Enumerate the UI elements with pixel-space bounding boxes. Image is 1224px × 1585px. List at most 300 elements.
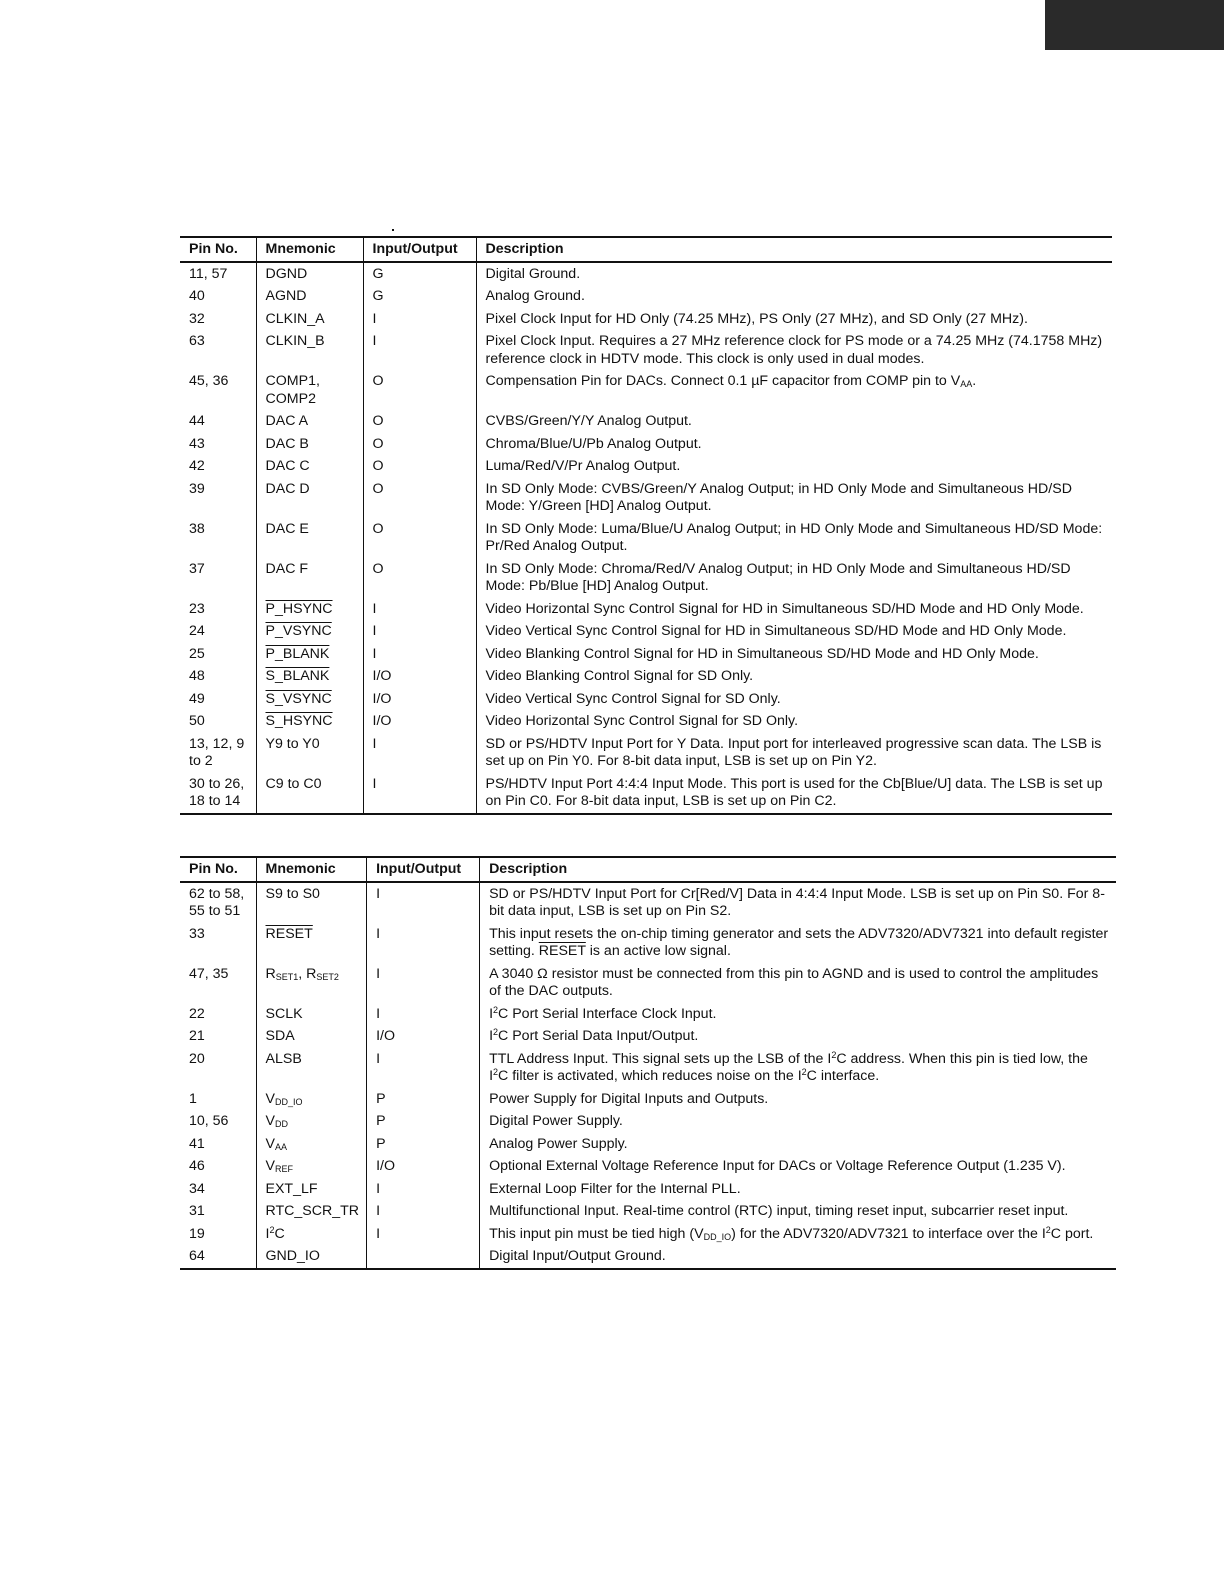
description: In SD Only Mode: Chroma/Red/V Analog Output; in HD Only Mode and Simultaneous HD/SD Mode: Pb/Blue [HD] Analog Output. [485,560,1071,594]
pin-number: 21 [189,1028,205,1044]
pin-number-cell [180,370,256,410]
input-output-cell [367,1178,480,1201]
description: PS/HDTV Input Port 4:4:4 Input Mode. This port is used for the Cb[Blue/U] data. The LSB is set up on Pin C0. For 8-bit data input, LSB is set up on Pin C2. [485,775,1103,809]
mnemonic-cell [256,262,363,286]
pin-function-table-1 [180,236,1112,815]
pin-number: 25 [189,645,205,662]
mnemonic: EXT_LF [265,1180,318,1197]
io-type: I [372,645,377,662]
input-output-cell [367,1088,480,1111]
pin-number-cell [180,1133,256,1156]
mnemonic-cell [256,433,363,456]
description-superscript-2: 2 [493,1067,499,1077]
io-type: O [372,413,384,429]
input-output-cell [363,285,476,308]
table-body [180,262,1112,814]
pin-number: 32 [189,310,205,327]
description-cell [476,308,1112,331]
table-row [180,1110,1116,1133]
header-description: Description [476,237,1112,262]
io-type: I/O [372,690,392,707]
description: SD or PS/HDTV Input Port for Y Data. Input port for interleaved progressive scan data. The LSB is set up on Pin Y0. For 8-bit data input, LSB is set up on Pin Y2. [485,735,1102,769]
input-output-cell [367,1200,480,1223]
table-row [180,1155,1116,1178]
mnemonic: DGND [265,265,308,282]
pin-number-cell [180,330,256,370]
io-type: I [372,600,377,617]
io-type: I [376,1050,381,1067]
pin-number: 50 [189,713,205,729]
mnemonic: Y9 to Y0 [265,735,320,752]
table-row [180,773,1112,814]
input-output-cell [363,733,476,773]
description-superscript: 2 [831,1049,837,1060]
description: This input pin must be tied high (V [489,1225,704,1242]
table-row [180,710,1112,733]
pin-number-cell [180,410,256,433]
io-type: I [376,1225,381,1242]
description-tail: C Port Serial Data Input/Output. [498,1028,699,1044]
mnemonic: V [265,1158,275,1174]
mnemonic-cell [256,1110,367,1133]
mnemonic-cell [256,308,363,331]
pin-number: 62 to 58, 55 to 51 [189,885,245,919]
table-row [180,262,1112,286]
pin-number-cell [180,478,256,518]
pin-number: 13, 12, 9 to 2 [189,735,245,769]
mnemonic: S_VSYNC [265,690,332,707]
description: Digital Ground. [485,265,581,282]
description-cell [476,733,1112,773]
io-type: I/O [372,668,392,684]
input-output-cell [367,1110,480,1133]
table-row [180,518,1112,558]
description: Optional External Voltage Reference Input for DACs or Voltage Reference Output (1.235 V). [489,1158,1066,1174]
description-tail-2: C port. [1050,1225,1094,1242]
mnemonic: GND_IO [265,1248,320,1264]
description: Video Vertical Sync Control Signal for SD Only. [485,690,781,707]
mnemonic-subscript: SET1 [275,971,299,982]
mnemonic-cell [256,1223,367,1246]
description: CVBS/Green/Y/Y Analog Output. [485,413,692,429]
description-tail: ) for the ADV7320/ADV7321 to interface over the I [731,1225,1046,1242]
pin-number-cell [180,773,256,814]
pin-number-cell [180,1200,256,1223]
table-row [180,1245,1116,1269]
description: Video Horizontal Sync Control Signal for SD Only. [485,713,799,729]
io-type: I/O [376,1028,395,1044]
description-cell [480,1178,1116,1201]
description-cell [480,963,1116,1003]
input-output-cell [363,710,476,733]
description-cell [476,285,1112,308]
description-cell [480,1223,1116,1246]
header-mnemonic: Mnemonic [256,237,363,262]
description-tail: is an active low signal. [585,943,731,959]
table-row [180,1223,1116,1246]
table-row [180,923,1116,963]
description-tail: . [972,373,977,389]
input-output-cell [363,455,476,478]
pin-number: 11, 57 [189,265,228,282]
description: Pixel Clock Input. Requires a 27 MHz reference clock for PS mode or a 74.25 MHz (74.1758 MHz) reference clock in HDTV mode. This clock is only used in dual modes. [485,333,1103,367]
description-cell [480,882,1116,923]
pin-number: 23 [189,600,205,617]
table-row [180,370,1112,410]
io-type: O [372,458,384,474]
description-cell [476,478,1112,518]
input-output-cell [363,433,476,456]
mnemonic-subscript: DD [274,1119,288,1129]
mnemonic-subscript: REF [274,1164,293,1174]
description-superscript-3: 2 [801,1067,807,1077]
pin-number-cell [180,882,256,923]
input-output-cell [363,518,476,558]
description-overline: RESET [538,943,586,959]
mnemonic-cell [256,733,363,773]
description-cell [480,923,1116,963]
pin-number-cell [180,688,256,711]
pin-number-cell [180,455,256,478]
page-corner-tab [1045,0,1224,50]
description: Compensation Pin for DACs. Connect 0.1 µF capacitor from COMP pin to V [485,373,961,389]
pin-number-cell [180,1223,256,1246]
table-row [180,1088,1116,1111]
input-output-cell [367,1155,480,1178]
table-row [180,688,1112,711]
description-cell [476,410,1112,433]
pin-number: 10, 56 [189,1113,229,1129]
mnemonic: DAC A [265,413,309,429]
mnemonic-cell [256,455,363,478]
mnemonic-cell [256,330,363,370]
pin-number-cell [180,923,256,963]
mnemonic-cell [256,1178,367,1201]
table-row [180,455,1112,478]
input-output-cell [363,370,476,410]
description: I [489,1028,494,1044]
mnemonic-mid: , R [298,965,317,982]
description: Analog Ground. [485,288,585,304]
input-output-cell [363,558,476,598]
input-output-cell [363,478,476,518]
mnemonic-subscript: AA [274,1141,287,1152]
description-subscript: DD_IO [703,1231,732,1242]
header-pin-no: Pin No. [180,237,256,262]
mnemonic: V [265,1090,275,1107]
pin-number: 43 [189,435,205,452]
pin-number: 24 [189,623,205,639]
mnemonic: S9 to S0 [265,885,320,902]
table-row [180,433,1112,456]
description-cell [476,665,1112,688]
pin-number: 34 [189,1180,205,1197]
mnemonic-cell [256,598,363,621]
description-cell [476,433,1112,456]
pin-number: 46 [189,1158,205,1174]
description-subscript: AA [960,379,973,389]
table-row [180,1178,1116,1201]
pin-number: 22 [189,1005,205,1022]
mnemonic-cell [256,285,363,308]
input-output-cell [367,1025,480,1048]
mnemonic: V [265,1135,275,1152]
description-cell [480,1048,1116,1088]
mnemonic-cell [256,710,363,733]
mnemonic-cell [256,1155,367,1178]
table-row [180,558,1112,598]
io-type: I [376,885,381,902]
table-row [180,963,1116,1003]
io-type: I [372,623,377,639]
io-type: I [372,333,377,349]
pin-number-cell [180,558,256,598]
description: Analog Power Supply. [489,1135,628,1152]
table-row [180,1200,1116,1223]
description-cell [476,598,1112,621]
io-type: P [376,1090,386,1107]
description-superscript: 2 [493,1004,499,1015]
pin-number-cell [180,598,256,621]
description: Digital Power Supply. [489,1113,623,1129]
mnemonic: DAC D [265,480,310,497]
description-tail-3: C interface. [806,1068,880,1084]
pin-number: 33 [189,925,205,942]
description: Video Vertical Sync Control Signal for HD in Simultaneous SD/HD Mode and HD Only Mode. [485,623,1067,639]
io-type: P [376,1113,386,1129]
pin-number: 39 [189,480,205,497]
pin-number-cell [180,963,256,1003]
mnemonic: V [265,1113,275,1129]
description-cell [480,1003,1116,1026]
mnemonic: CLKIN_B [265,333,325,349]
pin-number: 31 [189,1203,205,1219]
pin-number: 30 to 26, 18 to 14 [189,775,245,809]
mnemonic: SCLK [265,1005,303,1022]
header-description: Description [480,857,1116,882]
mnemonic-cell [256,1088,367,1111]
pin-number-cell [180,308,256,331]
io-type: I [376,965,381,982]
io-type: O [372,480,384,497]
description: Multifunctional Input. Real-time control (RTC) input, timing reset input, subcarrier reset input. [489,1203,1069,1219]
description: SD or PS/HDTV Input Port for Cr[Red/V] Data in 4:4:4 Input Mode. LSB is set up on Pin S0. For 8-bit data input, LSB is set up on Pin S2. [489,885,1105,919]
pin-number: 20 [189,1050,205,1067]
description-cell [476,518,1112,558]
mnemonic-cell [256,518,363,558]
description-cell [476,643,1112,666]
description-cell [476,710,1112,733]
io-type: O [372,435,384,452]
pin-number-cell [180,710,256,733]
io-type: I [376,1203,381,1219]
input-output-cell [367,923,480,963]
mnemonic-cell [256,1133,367,1156]
mnemonic: RTC_SCR_TR [265,1203,360,1219]
table-row [180,620,1112,643]
mnemonic: S_HSYNC [265,713,333,729]
pin-number: 49 [189,690,205,707]
pin-number: 19 [189,1225,205,1242]
pin-number-cell [180,1003,256,1026]
io-type: I [376,1180,381,1197]
description-cell [476,773,1112,814]
input-output-cell [367,1245,480,1269]
mnemonic-cell [256,1245,367,1269]
mnemonic: P_BLANK [265,645,330,662]
pin-number-cell [180,1178,256,1201]
pin-number: 47, 35 [189,965,229,982]
table-header-row [180,237,1112,262]
mnemonic: AGND [265,288,307,304]
description: A 3040 Ω resistor must be connected from this pin to AGND and is used to control the amplitudes of the DAC outputs. [489,965,1099,999]
mnemonic: DAC F [265,560,309,577]
table-row [180,410,1112,433]
mnemonic: P_VSYNC [265,623,332,639]
pin-number-cell [180,1025,256,1048]
table-row [180,643,1112,666]
mnemonic: DAC C [265,458,310,474]
description-cell [480,1110,1116,1133]
io-type: G [372,265,384,282]
description: In SD Only Mode: Luma/Blue/U Analog Output; in HD Only Mode and Simultaneous HD/SD Mode: Pr/Red Analog Output. [485,520,1103,554]
pin-number: 41 [189,1135,205,1152]
mnemonic-cell [256,478,363,518]
description: Chroma/Blue/U/Pb Analog Output. [485,435,702,452]
pin-number-cell [180,1110,256,1133]
table-row [180,882,1116,923]
input-output-cell [363,598,476,621]
table-row [180,1003,1116,1026]
description-cell [476,455,1112,478]
pin-number-cell [180,665,256,688]
header-mnemonic: Mnemonic [256,857,367,882]
mnemonic: R [265,965,276,982]
mnemonic-cell [256,882,367,923]
pin-number-cell [180,262,256,286]
mnemonic-cell [256,620,363,643]
table-row [180,1133,1116,1156]
table-row [180,285,1112,308]
input-output-cell [367,882,480,923]
description-superscript-2: 2 [1045,1224,1051,1235]
table-row [180,665,1112,688]
description-cell [480,1245,1116,1269]
input-output-cell [363,410,476,433]
input-output-cell [367,1003,480,1026]
mnemonic: C9 to C0 [265,775,322,792]
pin-number: 37 [189,560,205,577]
pin-number: 45, 36 [189,373,229,389]
mnemonic-cell [256,1048,367,1088]
table-row [180,733,1112,773]
description-cell [476,370,1112,410]
mnemonic-cell [256,963,367,1003]
pin-number-cell [180,1088,256,1111]
pin-number-cell [180,285,256,308]
mnemonic-tail: C [274,1225,285,1242]
mnemonic-cell [256,643,363,666]
io-type: I/O [376,1158,395,1174]
input-output-cell [363,643,476,666]
mnemonic: DAC E [265,520,309,537]
description: This input resets the on-chip timing generator and sets the ADV7320/ADV7321 into default register setting. [489,925,1109,959]
description: Video Horizontal Sync Control Signal for HD in Simultaneous SD/HD Mode and HD Only Mode. [485,600,1084,617]
input-output-cell [363,308,476,331]
table-header-row [180,857,1116,882]
pin-number-cell [180,643,256,666]
pin-number-cell [180,518,256,558]
mnemonic: I [265,1225,270,1242]
description-cell [480,1025,1116,1048]
description: Power Supply for Digital Inputs and Outputs. [489,1090,769,1107]
mnemonic-cell [256,410,363,433]
description-cell [480,1200,1116,1223]
description-tail: C address. When this pin is tied low, the I [489,1050,1088,1084]
input-output-cell [363,773,476,814]
input-output-cell [367,1133,480,1156]
input-output-cell [363,330,476,370]
pin-function-table-2 [180,856,1116,1270]
mnemonic: DAC B [265,435,309,452]
mnemonic-cell [256,558,363,598]
description: Pixel Clock Input for HD Only (74.25 MHz), PS Only (27 MHz), and SD Only (27 MHz). [485,310,1028,327]
table-row [180,308,1112,331]
description: Video Blanking Control Signal for HD in Simultaneous SD/HD Mode and HD Only Mode. [485,645,1039,662]
pin-number-cell [180,433,256,456]
description-cell [476,330,1112,370]
mnemonic-cell [256,370,363,410]
pin-number-cell [180,1245,256,1269]
mnemonic-subscript: DD_IO [274,1096,303,1107]
header-input-output: Input/Output [363,237,476,262]
pin-number: 38 [189,520,205,537]
input-output-cell [367,1048,480,1088]
io-type: G [372,288,384,304]
description: In SD Only Mode: CVBS/Green/Y Analog Output; in HD Only Mode and Simultaneous HD/SD Mode: Y/Green [HD] Analog Output. [485,480,1072,514]
description-cell [480,1088,1116,1111]
io-type: I [376,1005,381,1022]
description-tail: C Port Serial Interface Clock Input. [498,1005,717,1022]
io-type: I [372,735,377,752]
description: Digital Input/Output Ground. [489,1248,666,1264]
description: External Loop Filter for the Internal PLL. [489,1180,741,1197]
input-output-cell [363,688,476,711]
mnemonic: ALSB [265,1050,302,1067]
pin-number: 63 [189,333,205,349]
table-row [180,1025,1116,1048]
mnemonic-cell [256,1025,367,1048]
description-tail-2: C filter is activated, which reduces noise on the I [498,1068,802,1084]
mnemonic: S_BLANK [265,668,330,684]
pin-number-cell [180,733,256,773]
mnemonic-cell [256,923,367,963]
input-output-cell [363,665,476,688]
mnemonic: RESET [265,925,313,942]
pin-number: 42 [189,458,205,474]
header-pin-no: Pin No. [180,857,256,882]
header-input-output: Input/Output [367,857,480,882]
pin-number-cell [180,620,256,643]
table-body [180,882,1116,1269]
pin-number-cell [180,1048,256,1088]
stray-mark [392,229,394,231]
input-output-cell [367,963,480,1003]
description: TTL Address Input. This signal sets up the LSB of the I [489,1050,832,1067]
io-type: I [372,775,377,792]
description: Video Blanking Control Signal for SD Only. [485,668,754,684]
pin-number: 1 [189,1090,197,1107]
